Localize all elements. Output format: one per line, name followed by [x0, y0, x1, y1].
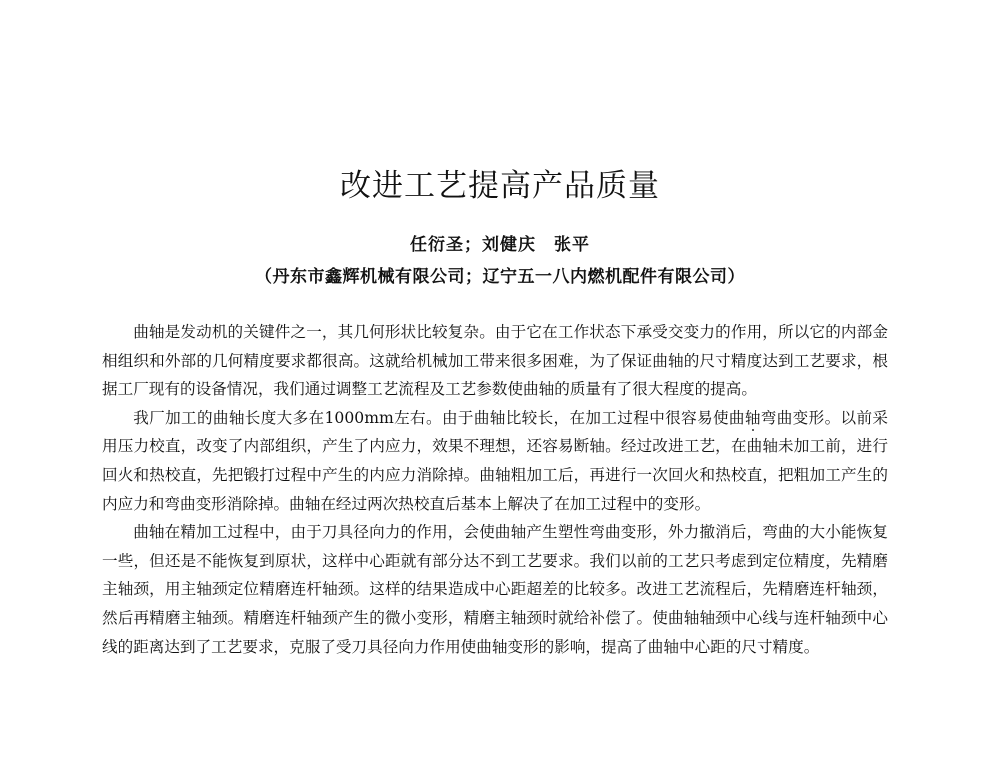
body-paragraph-2: 我厂加工的曲轴长度大多在1000mm左右。由于曲轴比较长，在加工过程中很容易使曲轴弯曲变形。以前采用压力校直，改变了内部组织，产生了内应力，效果不理想，还容易断轴。经过改进工艺，在曲轴未加工前，进行回火和热校直，先把锻打过程中产生的内应力消除掉。曲轴粗加工后，再进行一次回火和热校直，把粗加工产生的内应力和弯曲变形消除掉。曲轴在经过两次热校直后基本上解决了在加工过程中的变形。: [102, 408, 888, 513]
scan-speck: [752, 429, 754, 431]
article-body: [102, 318, 888, 661]
body-paragraph-3: 曲轴在精加工过程中，由于刀具径向力的作用，会使曲轴产生塑性弯曲变形，外力撤消后，弯曲的大小能恢复一些，但还是不能恢复到原状，这样中心距就有部分达不到工艺要求。我们以前的工艺只考虑到定位精度，先精磨主轴颈，用主轴颈定位精磨连杆轴颈。这样的结果造成中心距超差的比较多。改进工艺流程后，先精磨连杆轴颈，然后再精磨主轴颈。精磨连杆轴颈产生的微小变形，精磨主轴颈时就给补偿了。使曲轴轴颈中心线与连杆轴颈中心线的距离达到了工艺要求，克服了受刀具径向力作用使曲轴变形的影响，提高了曲轴中心距的尺寸精度。: [102, 523, 888, 656]
article-title: 改进工艺提高产品质量: [340, 168, 660, 204]
article-authors: 任衍圣；刘健庆 张平: [410, 235, 590, 255]
article-affiliation: （丹东市鑫辉机械有限公司；辽宁五一八内燃机配件有限公司）: [255, 267, 745, 287]
body-paragraph-1: 曲轴是发动机的关键件之一，其几何形状比较复杂。由于它在工作状态下承受交变力的作用，所以它的内部金相组织和外部的几何精度要求都很高。这就给机械加工带来很多困难，为了保证曲轴的尺寸精度达到工艺要求，根据工厂现有的设备情况，我们通过调整工艺流程及工艺参数使曲轴的质量有了很大程度的提高。: [102, 323, 888, 399]
